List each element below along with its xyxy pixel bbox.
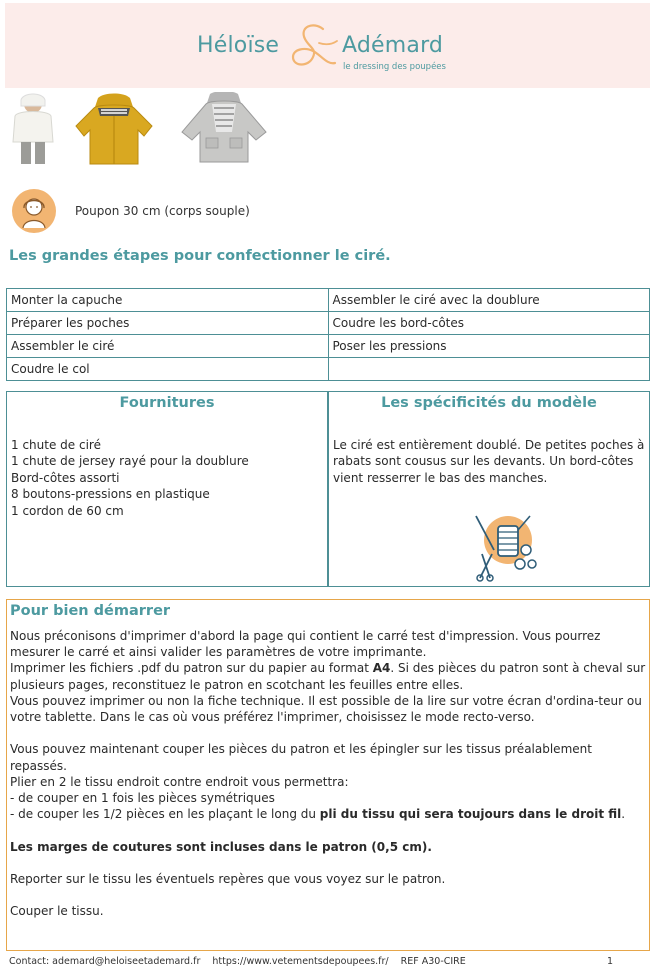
text-run: Imprimer les fichiers .pdf du patron sur du papier au format xyxy=(10,661,373,676)
doll-size-label: Poupon 30 cm (corps souple) xyxy=(75,204,250,218)
paragraph xyxy=(10,660,646,692)
text-run-bold: A4 xyxy=(372,661,391,676)
table-row xyxy=(7,335,650,358)
page-footer xyxy=(9,956,649,967)
footer-ref: REF A30-CIRE xyxy=(400,956,466,967)
footer-contact[interactable]: Contact: ademard@heloiseetademard.fr xyxy=(9,956,201,967)
paragraph: Reporter sur le tissu les éventuels repères que vous voyez sur le patron. xyxy=(10,872,446,886)
supplies-specs-panel xyxy=(6,391,650,587)
getting-started-body xyxy=(10,628,646,920)
table-row xyxy=(7,312,650,335)
steps-title: Les grandes étapes pour confectionner le ciré. xyxy=(9,248,391,264)
paragraph: - de couper en 1 fois les pièces symétriques xyxy=(10,791,275,806)
page-header xyxy=(5,3,650,88)
step-cell: Coudre le col xyxy=(7,358,329,381)
text-run: - de couper les 1/2 pièces en les plaçant le long du xyxy=(10,807,320,822)
table-row xyxy=(7,358,650,381)
paragraph: Vous pouvez maintenant couper les pièces du patron et les épingler sur les tissus préalablement repassés. xyxy=(10,742,592,773)
steps-table xyxy=(6,288,650,381)
grey-raincoat-photo xyxy=(176,92,272,166)
getting-started-panel xyxy=(6,599,650,951)
getting-started-title: Pour bien démarrer xyxy=(10,603,171,619)
step-cell: Poser les pressions xyxy=(328,335,650,358)
list-item: 1 cordon de 60 cm xyxy=(11,503,124,518)
step-cell: Préparer les poches xyxy=(7,312,329,335)
paragraph: Les marges de coutures sont incluses dans le patron (0,5 cm). xyxy=(10,839,432,854)
footer-website[interactable]: https://www.vetementsdepoupees.fr/ xyxy=(212,956,389,967)
supplies-title: Fournitures xyxy=(119,395,215,411)
page-number: 1 xyxy=(606,956,613,967)
paragraph: Vous pouvez imprimer ou non la fiche technique. Il est possible de la lire sur votre écran d'ordina-teur ou votre tablette. Dans le cas où vous préférez l'imprimer, choisissez le mode recto-verso. xyxy=(10,693,642,725)
paragraph: Plier en 2 le tissu endroit contre endroit vous permettra: xyxy=(10,774,349,789)
list-item: 1 chute de jersey rayé pour la doublure xyxy=(11,454,249,469)
paragraph: Nous préconisons d'imprimer d'abord la page qui contient le carré test d'impression. Vous pourrez mesurer le carré et ainsi valider les paramètres de votre imprimante. xyxy=(10,629,601,660)
brand-name-left: Héloïse xyxy=(197,33,280,58)
supplies-list xyxy=(11,437,249,519)
sewing-kit-icon xyxy=(468,510,540,582)
step-cell: Coudre les bord-côtes xyxy=(328,312,650,335)
step-cell xyxy=(328,358,650,381)
step-cell: Assembler le ciré xyxy=(7,335,329,358)
doll-icon xyxy=(11,188,57,234)
paragraph xyxy=(10,806,646,822)
list-item: 1 chute de ciré xyxy=(11,438,101,452)
brand-logo xyxy=(195,29,475,79)
specs-title: Les spécificités du modèle xyxy=(381,395,597,411)
ampersand-icon xyxy=(283,21,343,81)
list-item: Bord-côtes assorti xyxy=(11,470,120,485)
doll-photo xyxy=(7,92,59,172)
text-run: . Si des pièces du patron sont à cheval sur plusieurs pages, reconstituez le patron en scotchant les feuilles entre elles. xyxy=(10,661,646,692)
table-row xyxy=(7,289,650,312)
list-item: 8 boutons-pressions en plastique xyxy=(11,487,210,502)
panel-divider xyxy=(327,392,329,586)
brand-tagline: le dressing des poupées xyxy=(343,62,446,72)
specs-text: Le ciré est entièrement doublé. De petites poches à rabats sont cousus sur les devants. Un bord-côtes vient resserrer le bas des manches. xyxy=(333,438,645,485)
text-run: . xyxy=(621,807,626,822)
step-cell: Assembler le ciré avec la doublure xyxy=(328,289,650,312)
brand-name-right: Adémard xyxy=(342,33,444,58)
yellow-raincoat-photo xyxy=(68,92,160,168)
text-run-bold: pli du tissu qui sera toujours dans le droit fil xyxy=(319,807,622,822)
step-cell: Monter la capuche xyxy=(7,289,329,312)
paragraph: Couper le tissu. xyxy=(10,904,104,919)
